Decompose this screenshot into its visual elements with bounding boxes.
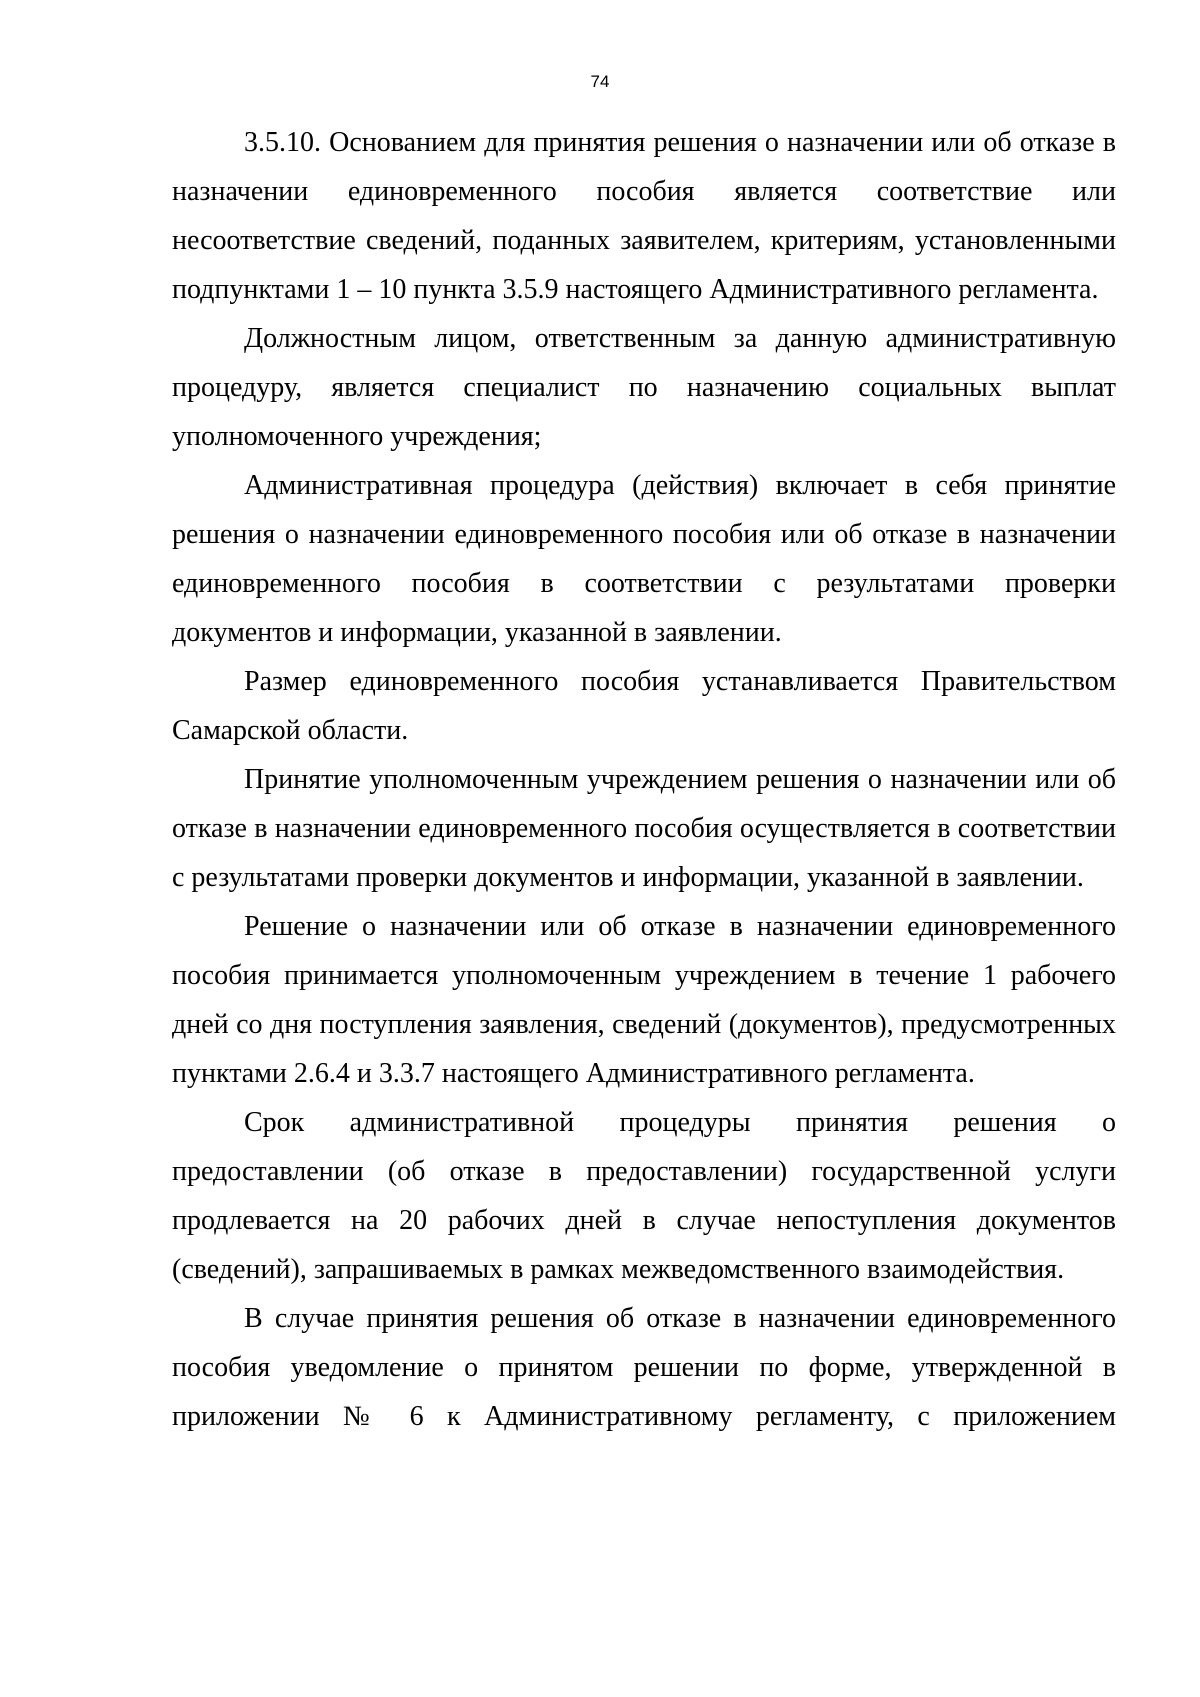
page-number: 74 [590, 72, 610, 91]
paragraph-responsible-official: Должностным лицом, ответственным за данную административную процедуру, является специалист по назначению социальных выплат уполномоченного учреждения; [172, 323, 1116, 452]
paragraph-decision-adoption: Принятие уполномоченным учреждением решения о назначении или об отказе в назначении единовременного пособия осуществляется в соответствии с результатами проверки документов и информации, указанной в заявлении. [172, 764, 1116, 893]
paragraph-3-5-10: 3.5.10. Основанием для принятия решения о назначении или об отказе в назначении единовременного пособия является соответствие или несоответствие сведений, поданных заявителем, критериям, установленными подпунктами 1 – 10 пункта 3.5.9 настоящего Административного регламента. [172, 127, 1116, 305]
paragraph-procedure-actions: Административная процедура (действия) включает в себя принятие решения о назначении единовременного пособия или об отказе в назначении единовременного пособия в соответствии с результатами проверки документов и информации, указанной в заявлении. [172, 470, 1116, 648]
paragraph-refusal-notice: В случае принятия решения об отказе в назначении единовременного пособия уведомление о принятом решении по форме, утвержденной в приложении № 6 к Административному регламенту, с приложением [172, 1303, 1116, 1432]
paragraph-benefit-amount: Размер единовременного пособия устанавливается Правительством Самарской области. [172, 666, 1116, 746]
document-body [172, 118, 1116, 1441]
paragraph-procedure-term: Срок административной процедуры принятия решения о предоставлении (об отказе в предоставлении) государственной услуги продлевается на 20 рабочих дней в случае непоступления документов (сведений), запрашиваемых в рамках межведомственного взаимодействия. [172, 1107, 1116, 1285]
paragraph-decision-timeframe: Решение о назначении или об отказе в назначении единовременного пособия принимается уполномоченным учреждением в течение 1 рабочего дней со дня поступления заявления, сведений (документов), предусмотренных пунктами 2.6.4 и 3.3.7 настоящего Административного регламента. [172, 911, 1116, 1089]
